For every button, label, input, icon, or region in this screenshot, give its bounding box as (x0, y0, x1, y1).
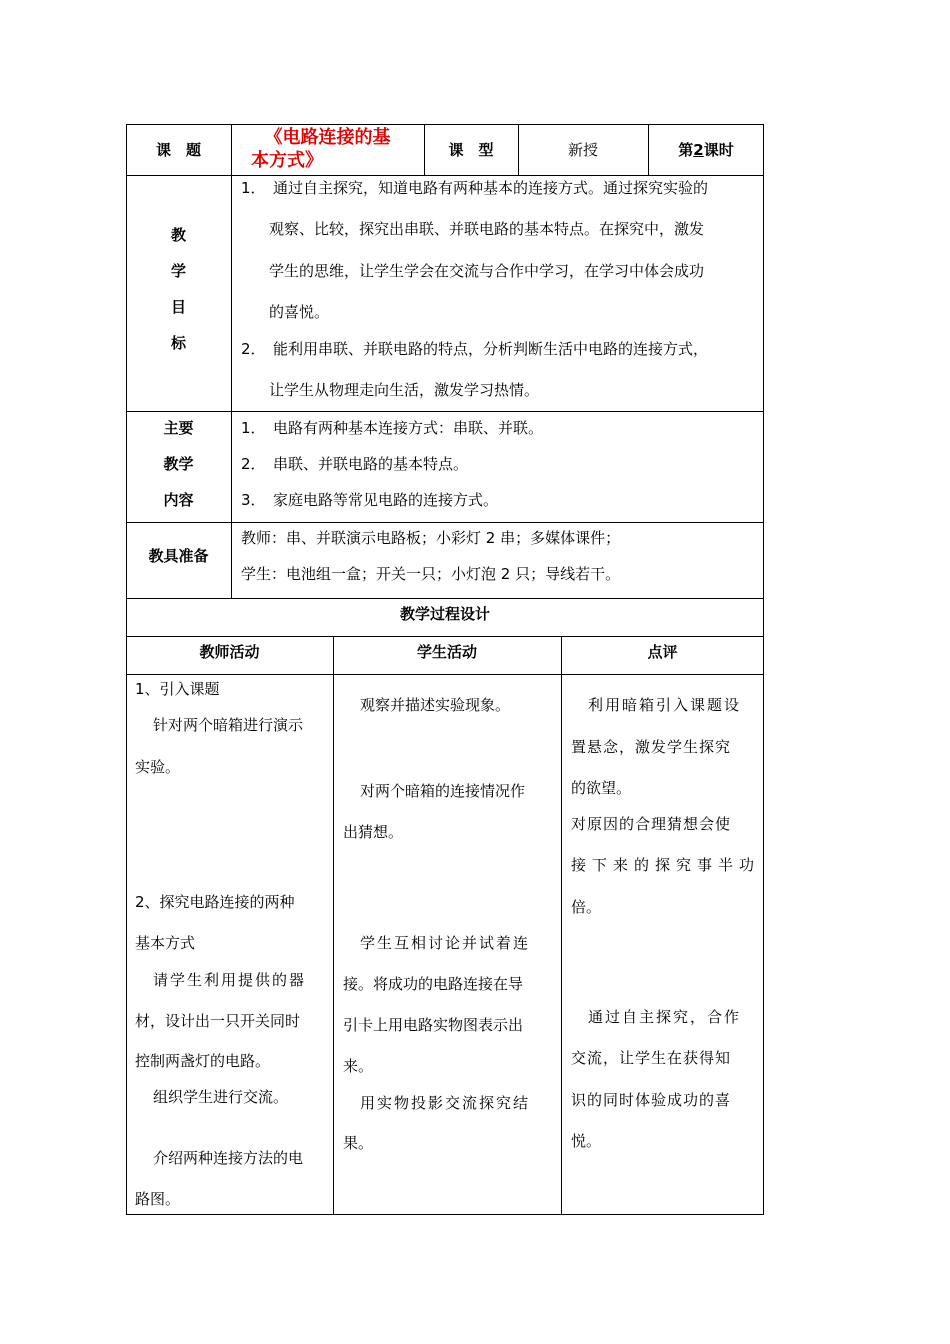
col-divider (333, 636, 334, 1215)
type-label: 课 型 (448, 141, 494, 159)
goals-label-char: 目 (170, 298, 186, 316)
teacher-line: 请学生利用提供的器 (153, 971, 307, 989)
row-divider (126, 411, 764, 412)
goal-line: 的喜悦。 (269, 303, 330, 321)
student-line: 观察并描述实验现象。 (360, 696, 511, 714)
teacher-line: 组织学生进行交流。 (153, 1088, 289, 1106)
teacher-line: 基本方式 (135, 934, 196, 952)
teacher-line: 1、引入课题 (135, 680, 220, 698)
content-item: 1． 电路有两种基本连接方式：串联、并联。 (241, 419, 544, 437)
teacher-line: 2、探究电路连接的两种 (135, 893, 295, 911)
goal-line: 观察、比较，探究出串联、并联电路的基本特点。在探究中，激发 (269, 220, 705, 238)
col-header-comment: 点评 (647, 643, 678, 661)
period-number: 2 (693, 141, 704, 159)
comment-line: 识的同时体验成功的喜 (571, 1091, 732, 1109)
topic-label: 课 题 (155, 141, 201, 159)
comment-line: 倍。 (571, 898, 602, 916)
comment-line: 的欲望。 (571, 779, 632, 797)
row-divider (126, 598, 764, 599)
period-label (648, 140, 764, 160)
row-divider (126, 522, 764, 523)
comment-line: 置悬念，激发学生探究 (571, 738, 732, 756)
teacher-line: 材，设计出一只开关同时 (135, 1012, 301, 1030)
comment-line: 悦。 (571, 1132, 602, 1150)
comment-line: 接下来的探究事半功 (571, 856, 761, 874)
row-divider (126, 175, 764, 176)
student-line: 来。 (343, 1057, 374, 1075)
row-divider (126, 636, 764, 637)
tools-label: 教具准备 (148, 547, 209, 565)
lesson-title-line1: 《电路连接的基 (264, 127, 391, 148)
col-header-student: 学生活动 (416, 643, 477, 661)
teacher-line: 针对两个暗箱进行演示 (153, 716, 304, 734)
period-prefix: 第 (678, 141, 694, 159)
content-label-line: 内容 (163, 491, 194, 509)
student-line: 接。将成功的电路连接在导 (343, 975, 524, 993)
student-line: 用实物投影交流探究结 (360, 1094, 531, 1112)
goals-label-char: 教 (170, 226, 186, 244)
teacher-line: 路图。 (135, 1190, 181, 1208)
goals-label-char: 标 (170, 334, 186, 352)
student-line: 果。 (343, 1134, 374, 1152)
goal-line: 1． 通过自主探究，知道电路有两种基本的连接方式。通过探究实验的 (241, 179, 709, 197)
teacher-line: 实验。 (135, 758, 181, 776)
type-value: 新授 (567, 141, 598, 159)
tools-teacher: 教师：串、并联演示电路板；小彩灯 2 串；多媒体课件； (241, 529, 621, 547)
tools-student: 学生：电池组一盒；开关一只；小灯泡 2 只；导线若干。 (241, 565, 621, 583)
teacher-line: 介绍两种连接方法的电 (153, 1149, 304, 1167)
goal-line: 学生的思维，让学生学会在交流与合作中学习，在学习中体会成功 (269, 262, 705, 280)
student-line: 学生互相讨论并试着连 (360, 934, 531, 952)
comment-line: 利用暗箱引入课题设 (588, 696, 742, 714)
student-line: 对两个暗箱的连接情况作 (360, 782, 526, 800)
lesson-title-line2: 本方式》 (251, 150, 323, 171)
teacher-line: 控制两盏灯的电路。 (135, 1052, 271, 1070)
period-suffix: 课时 (703, 141, 734, 159)
content-item: 3． 家庭电路等常见电路的连接方式。 (241, 491, 499, 509)
student-line: 出猜想。 (343, 823, 404, 841)
goals-label-char: 学 (170, 262, 186, 280)
row-divider (126, 674, 764, 675)
goal-line: 2． 能利用串联、并联电路的特点，分析判断生活中电路的连接方式， (241, 340, 709, 358)
process-title: 教学过程设计 (399, 605, 490, 623)
comment-line: 交流，让学生在获得知 (571, 1049, 732, 1067)
comment-line: 通过自主探究，合作 (588, 1008, 742, 1026)
student-line: 引卡上用电路实物图表示出 (343, 1016, 524, 1034)
col-divider (561, 636, 562, 1215)
goal-line: 让学生从物理走向生活，激发学习热情。 (269, 381, 540, 399)
content-item: 2． 串联、并联电路的基本特点。 (241, 455, 469, 473)
comment-line: 对原因的合理猜想会使 (571, 815, 732, 833)
col-divider (231, 124, 232, 598)
content-label-line: 主要 (163, 419, 194, 437)
col-header-teacher: 教师活动 (199, 643, 260, 661)
content-label-line: 教学 (163, 455, 194, 473)
